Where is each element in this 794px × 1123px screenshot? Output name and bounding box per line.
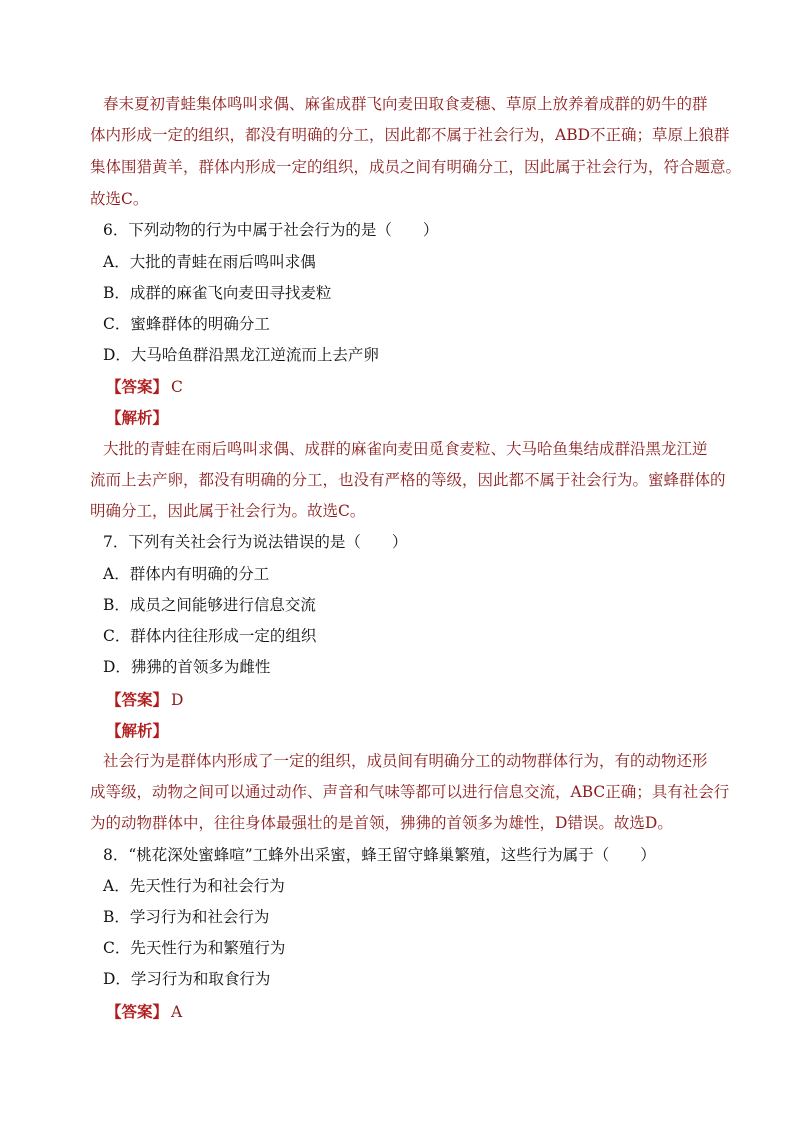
q7-option-c: C．群体内往往形成一定的组织 bbox=[103, 627, 317, 645]
q7-analysis-line-2: 成等级，动物之间可以通过动作、声音和气味等都可以进行信息交流，ABC正确；具有社会行 bbox=[90, 783, 730, 801]
answer-value: A bbox=[171, 1003, 183, 1021]
answer-tag: 【答案】 bbox=[106, 1002, 169, 1021]
q7-analysis-line-1: 社会行为是群体内形成了一定的组织，成员间有明确分工的动物群体行为，有的动物还形 bbox=[103, 752, 708, 770]
q7-option-d: D．狒狒的首领多为雌性 bbox=[103, 658, 271, 676]
question-6: 6．下列动物的行为中属于社会行为的是（ ） bbox=[103, 221, 439, 239]
q6-option-d: D．大马哈鱼群沿黑龙江逆流而上去产卵 bbox=[103, 346, 379, 364]
q7-answer bbox=[106, 684, 183, 715]
intro-line-4: 故选C。 bbox=[90, 190, 149, 208]
q7-analysis-line-3: 为的动物群体中，往往身体最强壮的是首领，狒狒的首领多为雄性，D错误。故选D。 bbox=[90, 814, 673, 832]
answer-tag: 【答案】 bbox=[106, 690, 169, 709]
q8-option-a: A．先天性行为和社会行为 bbox=[103, 877, 285, 895]
intro-line-1: 春末夏初青蛙集体鸣叫求偶、麻雀成群飞向麦田取食麦穗、草原上放养着成群的奶牛的群 bbox=[103, 95, 708, 113]
intro-line-2: 体内形成一定的组织，都没有明确的分工，因此都不属于社会行为，ABD不正确；草原上狼群 bbox=[90, 126, 730, 144]
q6-option-c: C．蜜蜂群体的明确分工 bbox=[103, 315, 270, 333]
q8-answer bbox=[106, 996, 182, 1027]
q7-option-b: B．成员之间能够进行信息交流 bbox=[103, 596, 316, 614]
q6-analysis-line-1: 大批的青蛙在雨后鸣叫求偶、成群的麻雀向麦田觅食麦粒、大马哈鱼集结成群沿黑龙江逆 bbox=[103, 440, 708, 458]
answer-value: D bbox=[171, 691, 184, 709]
q6-analysis-tag bbox=[106, 402, 168, 433]
q6-option-b: B．成群的麻雀飞向麦田寻找麦粒 bbox=[103, 284, 332, 302]
q7-analysis-tag bbox=[106, 715, 168, 746]
q6-analysis-line-2: 流而上去产卵，都没有明确的分工，也没有严格的等级，因此都不属于社会行为。蜜蜂群体的 bbox=[90, 471, 726, 489]
q6-analysis-line-3: 明确分工，因此属于社会行为。故选C。 bbox=[90, 502, 366, 520]
intro-line-3: 集体围猎黄羊，群体内形成一定的组织，成员之间有明确分工，因此属于社会行为，符合题意。 bbox=[90, 158, 742, 176]
q8-option-c: C．先天性行为和繁殖行为 bbox=[103, 939, 286, 957]
q8-option-d: D．学习行为和取食行为 bbox=[103, 970, 271, 988]
analysis-tag: 【解析】 bbox=[106, 408, 169, 427]
question-7: 7．下列有关社会行为说法错误的是（ ） bbox=[103, 533, 408, 551]
q8-option-b: B．学习行为和社会行为 bbox=[103, 908, 270, 926]
q6-answer bbox=[106, 371, 183, 402]
answer-tag: 【答案】 bbox=[106, 377, 169, 396]
question-8: 8．“桃花深处蜜蜂喧”工蜂外出采蜜，蜂王留守蜂巢繁殖，这些行为属于（ ） bbox=[103, 846, 656, 864]
answer-value: C bbox=[171, 378, 183, 396]
q7-option-a: A．群体内有明确的分工 bbox=[103, 565, 270, 583]
analysis-tag: 【解析】 bbox=[106, 721, 169, 740]
q6-option-a: A．大批的青蛙在雨后鸣叫求偶 bbox=[103, 253, 316, 271]
